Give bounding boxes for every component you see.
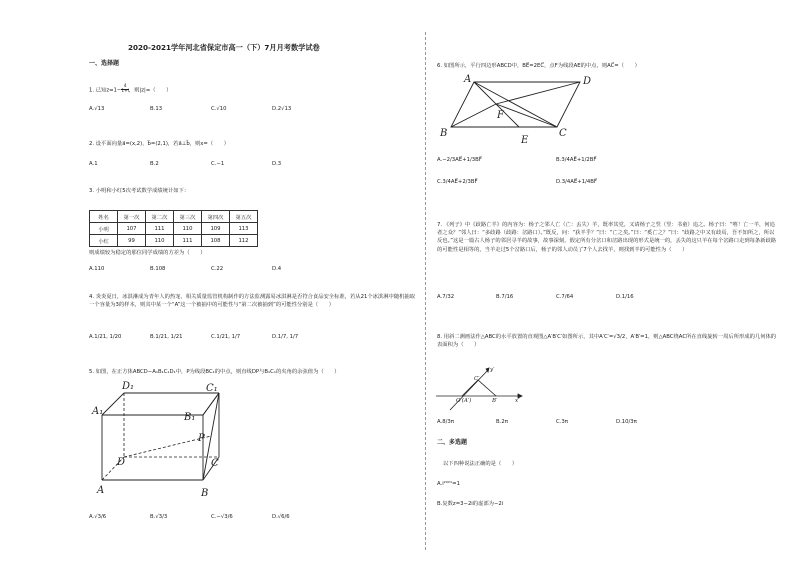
label-D: D [583, 76, 592, 87]
q3-after: 则成绩较为稳定的那位同学成绩的方差为（ ） [89, 250, 206, 256]
table-cell: 113 [230, 223, 258, 235]
table-cell: 姓名 [90, 211, 118, 223]
table-cell: 110 [146, 235, 174, 247]
q4-option-d[interactable]: D.1/7, 1/7 [272, 334, 299, 340]
q6-option-c[interactable]: C.3/4AE⃗+2/3BF⃗ [437, 179, 478, 185]
table-cell: 109 [202, 223, 230, 235]
q5-option-a[interactable]: A.√3/6 [89, 514, 107, 520]
q1-stem-text: 1. 已知z=1− [89, 87, 122, 94]
q2-stem: 2. 设平面向量a⃗=(x,2)，b⃗=(2,1)，若a⃗⊥b⃗，则x=（ ） [89, 141, 230, 147]
q5-option-d[interactable]: D.√6/6 [272, 514, 290, 520]
q8-option-d[interactable]: D.10/3π [616, 419, 637, 425]
q1-frac-num: 4 [121, 85, 129, 90]
paper-title: 2020-2021学年河北省保定市高一（下）7月月考数学试卷 [128, 43, 320, 52]
label-D1: D₁ [122, 381, 135, 392]
q1-option-d[interactable]: D.2√13 [272, 106, 292, 112]
q4-option-b[interactable]: B.1/21, 1/21 [150, 334, 183, 340]
q7-option-c[interactable]: C.7/64 [556, 294, 574, 300]
label-B1: B₁ [184, 412, 196, 423]
q7-stem: 7. 《列子》中《歧路亡羊》的内容为：杨子之邻人亡（亡：丢失）羊，既率其党，又请杨子之竖（竖：书童）追之。杨子曰：“嘻！亡一羊，何追者之众？”邻人曰：“多歧路（歧路：岔路口）。”既反，问：“获羊乎？”曰：“亡之矣。”曰：“奚亡之？”曰：“歧路之中又有歧焉，吾不知所之，所以反也。”这是一篇古人杨子的邻居寻羊的故事，故事深刻，假定所有分岔口和岔路出现的形式是统一的，丢失的这只羊在每个岔路口走到每条新歧路的可能性是相等的，当羊走过5个岔路口后，杨子的邻人动员了7个人去找羊，则找到羊的可能性为（ ） [437, 222, 777, 253]
q9-stem: 以下四种说法正确的是（ ） [443, 461, 518, 467]
q5-option-c[interactable]: C.−√3/6 [211, 514, 233, 520]
q6-option-d[interactable]: D.3/4AE⃗+1/4BF⃗ [556, 179, 597, 185]
label-A: A [464, 74, 472, 85]
q6-option-b[interactable]: B.3/4AE⃗+1/2BF⃗ [556, 157, 597, 163]
q3-option-b[interactable]: B.108 [150, 266, 166, 272]
q7-option-d[interactable]: D.1/16 [616, 294, 634, 300]
table-cell: 107 [118, 223, 146, 235]
q2-option-a[interactable]: A.1 [89, 161, 98, 167]
table-cell: 小红 [90, 235, 118, 247]
q6-stem: 6. 如图所示，平行四边形ABCD中，BE⃗=2EC⃗，点F为线段AE的中点，则AC⃗=（ ） [437, 63, 640, 69]
table-cell: 第三次 [174, 211, 202, 223]
table-cell: 第五次 [230, 211, 258, 223]
q3-stem: 3. 小明和小红5次考试数学成绩统计如下： [89, 188, 190, 194]
section-choice-heading: 一、选择题 [89, 60, 120, 67]
table-cell: 108 [202, 235, 230, 247]
q7-option-b[interactable]: B.7/16 [496, 294, 514, 300]
label-y-prime: y′ [490, 367, 495, 373]
table-cell: 99 [118, 235, 146, 247]
label-F: F [497, 110, 504, 121]
q8-stem: 8. 用斜二测画法作△ABC的水平放置的直观图△A′B′C′如图所示，其中A′C′=√3/2，A′B′=1，则△ABC绕AC所在直线旋转一周后所形成的几何体的表面积为（ ） [437, 334, 777, 349]
label-D: D [117, 457, 126, 468]
q4-stem: 4. 炎炎夏日，冰淇淋成为青年人的热宠，相关质量监管机构制作的方法监测露易冰淇淋是否符合食品安全标准，若从21个冰淇淋中随机抽取一个容量为3的样本，则其中某一个“A”这一个被抽中的可能性与“第二次被抽到”的可能性分别是（ ） [89, 294, 415, 309]
q5-option-b[interactable]: B.√3/3 [150, 514, 168, 520]
table-cell: 小明 [90, 223, 118, 235]
label-C-prime: C′ [474, 376, 480, 382]
q3-option-d[interactable]: D.4 [272, 266, 282, 272]
table-cell: 111 [174, 235, 202, 247]
q2-option-d[interactable]: D.3 [272, 161, 282, 167]
q1-option-b[interactable]: B.13 [150, 106, 163, 112]
q3-option-c[interactable]: C.22 [211, 266, 224, 272]
label-C1: C₁ [206, 383, 218, 394]
label-A: A [97, 485, 105, 496]
table-cell: 第一次 [118, 211, 146, 223]
label-E: E [521, 135, 529, 146]
q4-option-a[interactable]: A.1/21, 1/20 [89, 334, 122, 340]
q2-option-c[interactable]: C.−1 [211, 161, 225, 167]
label-B: B [440, 128, 448, 139]
label-x-prime: x′ [515, 398, 520, 404]
label-A1: A₁ [92, 406, 104, 417]
q9-option-b[interactable]: B.复数z=3−2i的虚部为−2i [437, 501, 504, 507]
label-O-prime: O′(A′) [456, 398, 472, 404]
label-B: B [201, 488, 209, 499]
q4-option-c[interactable]: C.1/21, 1/7 [211, 334, 241, 340]
q1-stem-end: ，则|z|=（ ） [128, 87, 172, 94]
table-cell: 110 [174, 223, 202, 235]
q6-option-a[interactable]: A.−2/3AE⃗+1/3BF⃗ [437, 157, 482, 163]
q5-stem: 5. 如图，在正方体ABCD−A₁B₁C₁D₁中，P为线段BC₁的中点，则直线DP与B₁C₁的夹角的余弦值为（ ） [89, 369, 340, 375]
table-cell: 111 [146, 223, 174, 235]
q7-option-a[interactable]: A.7/32 [437, 294, 455, 300]
q1-option-a[interactable]: A.√13 [89, 106, 105, 112]
q1-option-c[interactable]: C.√10 [211, 106, 227, 112]
q8-option-c[interactable]: C.3π [556, 419, 568, 425]
label-C: C [559, 128, 567, 139]
label-P: P [198, 433, 205, 444]
table-cell: 第四次 [202, 211, 230, 223]
q9-option-a[interactable]: A.i²⁰²¹=1 [437, 481, 460, 487]
q2-option-b[interactable]: B.2 [150, 161, 159, 167]
label-B-prime: B′ [492, 398, 498, 404]
q1-frac-den: 1+i [121, 89, 129, 95]
label-C: C [211, 458, 219, 469]
q3-option-a[interactable]: A.110 [89, 266, 105, 272]
q8-option-a[interactable]: A.8/3π [437, 419, 454, 425]
table-cell: 112 [230, 235, 258, 247]
section-multi-heading: 二、多选题 [437, 439, 468, 446]
table-cell: 第二次 [146, 211, 174, 223]
q8-option-b[interactable]: B.2π [496, 419, 508, 425]
